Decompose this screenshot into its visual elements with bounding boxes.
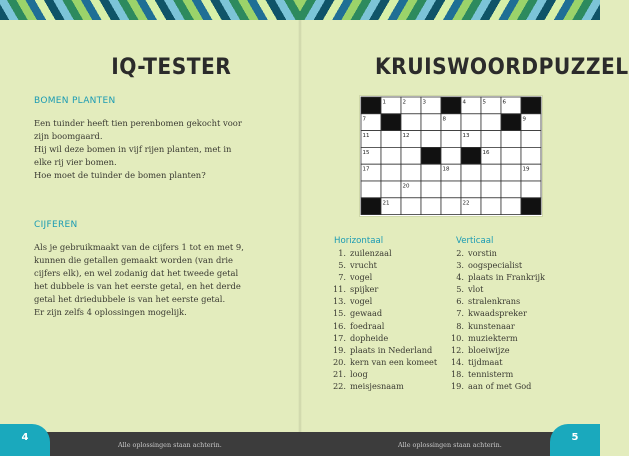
clue-number: 7. — [338, 272, 346, 283]
clue-number: 8. — [456, 320, 464, 331]
clue-number: 4. — [456, 272, 464, 283]
vertical-clue — [444, 368, 545, 380]
crossword-black-cell — [501, 114, 521, 131]
horizontal-clue — [326, 320, 437, 332]
paragraph-line: kunnen die getallen gemaakt worden (van drie — [34, 255, 233, 265]
vertical-clue — [444, 332, 545, 344]
clue-number: 1. — [338, 248, 346, 258]
paragraph-cijferen — [34, 241, 274, 319]
clue-number: 7. — [456, 308, 464, 319]
vertical-clue — [444, 259, 545, 271]
paragraph-line: Hoe moet de tuinder de bomen planten? — [34, 170, 206, 180]
vertical-clue — [444, 247, 545, 259]
clue-text: vlot — [468, 284, 484, 295]
clue-text: vorstin — [468, 248, 497, 258]
crossword-cell[interactable] — [461, 181, 481, 198]
right-footer-note: Alle oplossingen staan achterin. — [398, 441, 502, 449]
crossword-cell[interactable] — [481, 198, 501, 215]
crossword-cell[interactable] — [481, 114, 501, 131]
crossword-cell-number: 20 — [402, 183, 410, 190]
clue-text: vrucht — [350, 260, 377, 271]
crossword-cell[interactable] — [441, 147, 461, 164]
clue-number: 6. — [456, 296, 464, 307]
clue-number: 21. — [332, 368, 346, 379]
footer-bar — [0, 432, 600, 456]
crossword-cell[interactable] — [521, 147, 541, 164]
crossword-cell[interactable] — [501, 181, 521, 198]
clue-number: 16. — [332, 320, 346, 331]
right-page-title: KRUISWOORDPUZZEL — [375, 55, 629, 80]
clue-text: tijdmaat — [468, 356, 503, 367]
crossword-black-cell — [521, 97, 541, 114]
crossword-cell[interactable] — [401, 198, 421, 215]
crossword-cell[interactable] — [381, 131, 401, 148]
vertical-clue — [444, 356, 545, 368]
crossword-cell-number: 18 — [442, 166, 450, 173]
crossword-cell[interactable] — [441, 198, 461, 215]
crossword-cell[interactable] — [421, 164, 441, 181]
horizontal-heading: Horizontaal — [334, 236, 384, 246]
clue-number: 13. — [332, 296, 346, 307]
crossword-cell[interactable] — [501, 164, 521, 181]
clue-number: 22. — [332, 381, 346, 392]
section-heading-cijferen: CIJFEREN — [34, 220, 78, 230]
crossword-cell[interactable] — [461, 164, 481, 181]
horizontal-clue — [326, 271, 437, 283]
crossword-cell[interactable] — [401, 164, 421, 181]
paragraph-line: cijfers elk), en wel zodanig dat het tweede getal — [34, 268, 239, 278]
clue-text: spijker — [350, 284, 379, 295]
crossword-cell[interactable] — [521, 181, 541, 198]
left-footer-note: Alle oplossingen staan achterin. — [118, 441, 222, 449]
clue-number: 17. — [332, 332, 346, 343]
clue-text: muziekterm — [468, 332, 518, 343]
horizontal-clue — [326, 247, 437, 259]
clue-number: 5. — [456, 284, 464, 295]
crossword-cell-number: 13 — [462, 133, 470, 140]
clue-text: loog — [350, 368, 368, 379]
crossword-grid — [361, 97, 541, 215]
clue-text: bloeiwijze — [468, 344, 510, 355]
crossword-black-cell — [421, 147, 441, 164]
clue-text: foedraal — [350, 320, 385, 331]
clue-text: aan of met God — [468, 381, 532, 392]
vertical-clue — [444, 295, 545, 307]
clue-text: oogspecialist — [468, 260, 523, 271]
crossword-black-cell — [361, 97, 381, 114]
crossword-cell[interactable] — [521, 131, 541, 148]
clue-text: vogel — [350, 272, 373, 283]
horizontal-clue — [326, 283, 437, 295]
paragraph-line: het dubbele is van het eerste getal, en het derde — [34, 281, 241, 291]
paragraph-bomen-planten — [34, 117, 274, 182]
clue-text: plaats in Nederland — [350, 344, 433, 355]
clue-number: 12. — [450, 344, 464, 355]
clue-text: kunstenaar — [468, 320, 515, 331]
crossword-cell-number: 12 — [402, 133, 410, 140]
crossword-cell[interactable] — [501, 131, 521, 148]
crossword-cell[interactable] — [501, 198, 521, 215]
clue-number: 10. — [450, 332, 464, 343]
section-heading-bomen-planten: BOMEN PLANTEN — [34, 96, 116, 106]
vertical-clue — [444, 307, 545, 319]
clue-number: 20. — [332, 356, 346, 367]
crossword-cell-number: 1 — [382, 99, 386, 106]
crossword-cell-number: 2 — [402, 99, 406, 106]
crossword-cell[interactable] — [361, 181, 381, 198]
crossword-cell-number: 17 — [362, 166, 370, 173]
clue-number: 11. — [332, 284, 346, 295]
clue-number: 14. — [450, 356, 464, 367]
crossword-cell-number: 11 — [362, 133, 370, 140]
decorative-stripe-border — [0, 0, 600, 20]
paragraph-line: zijn boomgaard. — [34, 131, 103, 141]
crossword-cell[interactable] — [421, 181, 441, 198]
horizontal-clue — [326, 295, 437, 307]
crossword-cell[interactable] — [421, 131, 441, 148]
vertical-clue — [444, 283, 545, 295]
crossword-cell-number: 8 — [442, 116, 446, 123]
paragraph-line: Er zijn zelfs 4 oplossingen mogelijk. — [34, 307, 187, 317]
horizontal-clue — [326, 380, 437, 392]
clue-number: 19. — [332, 344, 346, 355]
crossword-cell-number: 4 — [462, 99, 466, 106]
horizontal-clue — [326, 368, 437, 380]
crossword-cell-number: 19 — [522, 166, 530, 173]
clue-text: tennisterm — [468, 368, 514, 379]
page-number-right: 5 — [550, 424, 600, 456]
clue-text: vogel — [350, 296, 373, 307]
book-spine — [298, 20, 302, 432]
vertical-clue — [444, 271, 545, 283]
horizontal-clue — [326, 307, 437, 319]
clue-text: stralenkrans — [468, 296, 521, 307]
clue-number: 3. — [456, 260, 464, 271]
crossword-cell[interactable] — [381, 147, 401, 164]
crossword-cell-number: 6 — [502, 99, 506, 106]
crossword-cell[interactable] — [501, 147, 521, 164]
crossword-cell-number: 22 — [462, 200, 470, 207]
clue-number: 15. — [332, 308, 346, 319]
clue-text: kwaadspreker — [468, 308, 527, 319]
horizontal-clue — [326, 332, 437, 344]
crossword-black-cell — [441, 97, 461, 114]
crossword-cell[interactable] — [441, 131, 461, 148]
vertical-clue — [444, 344, 545, 356]
crossword-cell-number: 3 — [422, 99, 426, 106]
crossword-cell-number: 5 — [482, 99, 486, 106]
clue-text: plaats in Frankrijk — [468, 272, 545, 283]
crossword-cell[interactable] — [381, 164, 401, 181]
paragraph-line: Hij wil deze bomen in vijf rijen planten, met in — [34, 144, 232, 154]
vertical-clue — [444, 320, 545, 332]
paragraph-line: Een tuinder heeft tien perenbomen gekocht voor — [34, 118, 242, 128]
horizontal-clue — [326, 259, 437, 271]
crossword-cell[interactable] — [421, 114, 441, 131]
left-page-title: IQ-TESTER — [111, 55, 232, 80]
crossword-cell[interactable] — [381, 181, 401, 198]
crossword-cell-number: 21 — [382, 200, 390, 207]
crossword-cell[interactable] — [481, 181, 501, 198]
crossword-cell-number: 9 — [522, 116, 526, 123]
crossword-cell[interactable] — [481, 164, 501, 181]
crossword-black-cell — [521, 198, 541, 215]
crossword-black-cell — [361, 198, 381, 215]
clue-text: kern van een komeet — [350, 356, 438, 367]
clue-text: gewaad — [350, 308, 383, 319]
clue-number: 2. — [456, 248, 464, 258]
crossword-cell[interactable] — [461, 114, 481, 131]
crossword-cell[interactable] — [481, 131, 501, 148]
crossword-cell[interactable] — [401, 147, 421, 164]
paragraph-line: Als je gebruikmaakt van de cijfers 1 tot en met 9, — [34, 242, 244, 252]
crossword-cell[interactable] — [421, 198, 441, 215]
horizontal-clue-list — [326, 247, 437, 392]
vertical-clue — [444, 380, 545, 392]
crossword-cell-number: 16 — [482, 149, 490, 156]
vertical-heading: Verticaal — [456, 236, 494, 246]
clue-number: 19. — [450, 381, 464, 392]
clue-number: 18. — [450, 368, 464, 379]
crossword-black-cell — [461, 147, 481, 164]
crossword-black-cell — [381, 114, 401, 131]
crossword-cell[interactable] — [441, 181, 461, 198]
clue-number: 5. — [338, 260, 346, 271]
crossword-cell-number: 7 — [362, 116, 366, 123]
paragraph-line: getal het driedubbele is van het eerste getal. — [34, 294, 226, 304]
crossword-cell[interactable] — [401, 114, 421, 131]
paragraph-line: elke rij vier bomen. — [34, 157, 117, 167]
clue-text: zuilenzaal — [350, 248, 392, 258]
clue-text: dopheide — [350, 332, 389, 343]
clue-text: meisjesnaam — [350, 381, 404, 392]
page-number-left: 4 — [0, 424, 50, 456]
crossword-cell-number: 15 — [362, 149, 370, 156]
horizontal-clue — [326, 356, 437, 368]
vertical-clue-list — [444, 247, 545, 392]
horizontal-clue — [326, 344, 437, 356]
